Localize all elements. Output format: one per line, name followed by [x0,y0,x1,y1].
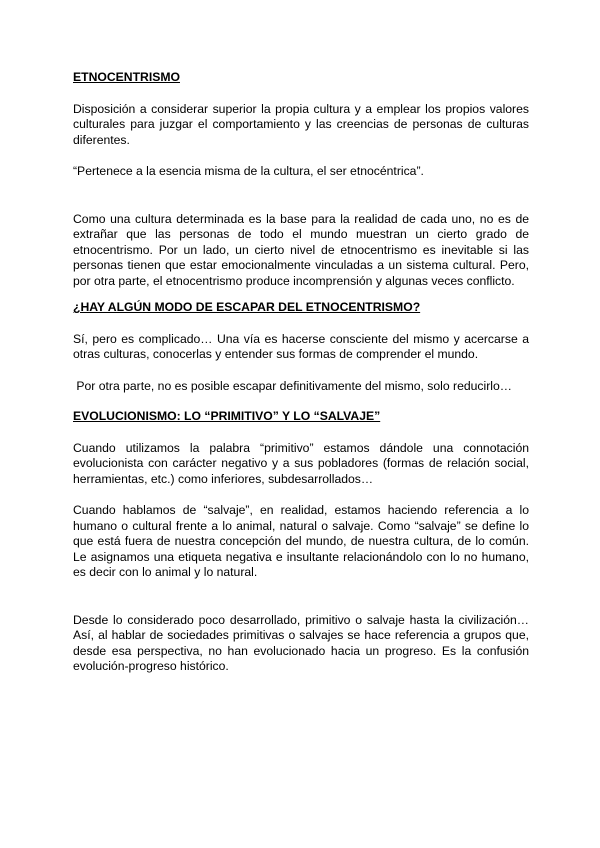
heading-escape-question: ¿HAY ALGÚN MODO DE ESCAPAR DEL ETNOCENTRISMO? [73,300,421,314]
paragraph-civilizacion: Desde lo considerado poco desarrollado, primitivo o salvaje hasta la civilización… Así, al hablar de sociedades primitivas o salvajes se hace referencia a grupos que, desde esa perspectiva, no han evolucionado hacia un progreso. Es la confusión evolución-progreso histórico. [73,612,529,673]
paragraph-quote: “Pertenece a la esencia misma de la cultura, el ser etnocéntrica”. [73,164,424,178]
paragraph-reduce: Por otra parte, no es posible escapar definitivamente del mismo, solo reducirlo… [73,378,512,393]
heading-evolucionismo: EVOLUCIONISMO: LO “PRIMITIVO” Y LO “SALVAJE” [73,409,381,423]
paragraph-escape-answer: Sí, pero es complicado… Una vía es hacerse consciente del mismo y acercarse a otras culturas, conocerlas y entender sus formas de comprender el mundo. [73,331,529,361]
paragraph-definition: Disposición a considerar superior la propia cultura y a emplear los propios valores culturales para juzgar el comportamiento y las creencias de personas de culturas diferentes. [73,101,529,147]
heading-etnocentrismo: ETNOCENTRISMO [73,70,180,84]
paragraph-primitivo: Cuando utilizamos la palabra “primitivo” estamos dándole una connotación evolucionista con carácter negativo y a sus pobladores (formas de relación social, herramientas, etc.) como inferiores, subdesarrollados… [73,440,529,486]
document-page [73,70,529,675]
paragraph-salvaje: Cuando hablamos de “salvaje”, en realidad, estamos haciendo referencia a lo humano o cultural frente a lo animal, natural o salvaje. Como “salvaje” se define lo que está fuera de nuestra concepción del mundo, de nuestra cultura, de lo común. Le asignamos una etiqueta negativa e insultante relacionándolo con lo no humano, es decir con lo animal y lo natural. [73,503,529,579]
paragraph-cultural-base: Como una cultura determinada es la base para la realidad de cada uno, no es de extrañar que las personas de todo el mundo muestran un cierto grado de etnocentrismo. Por un lado, un cierto nivel de etnocentrismo es inevitable si las personas tienen que estar emocionalmente vinculadas a un sistema cultural. Pero, por otra parte, el etnocentrismo produce incomprensión y algunas veces conflicto. [73,211,529,288]
